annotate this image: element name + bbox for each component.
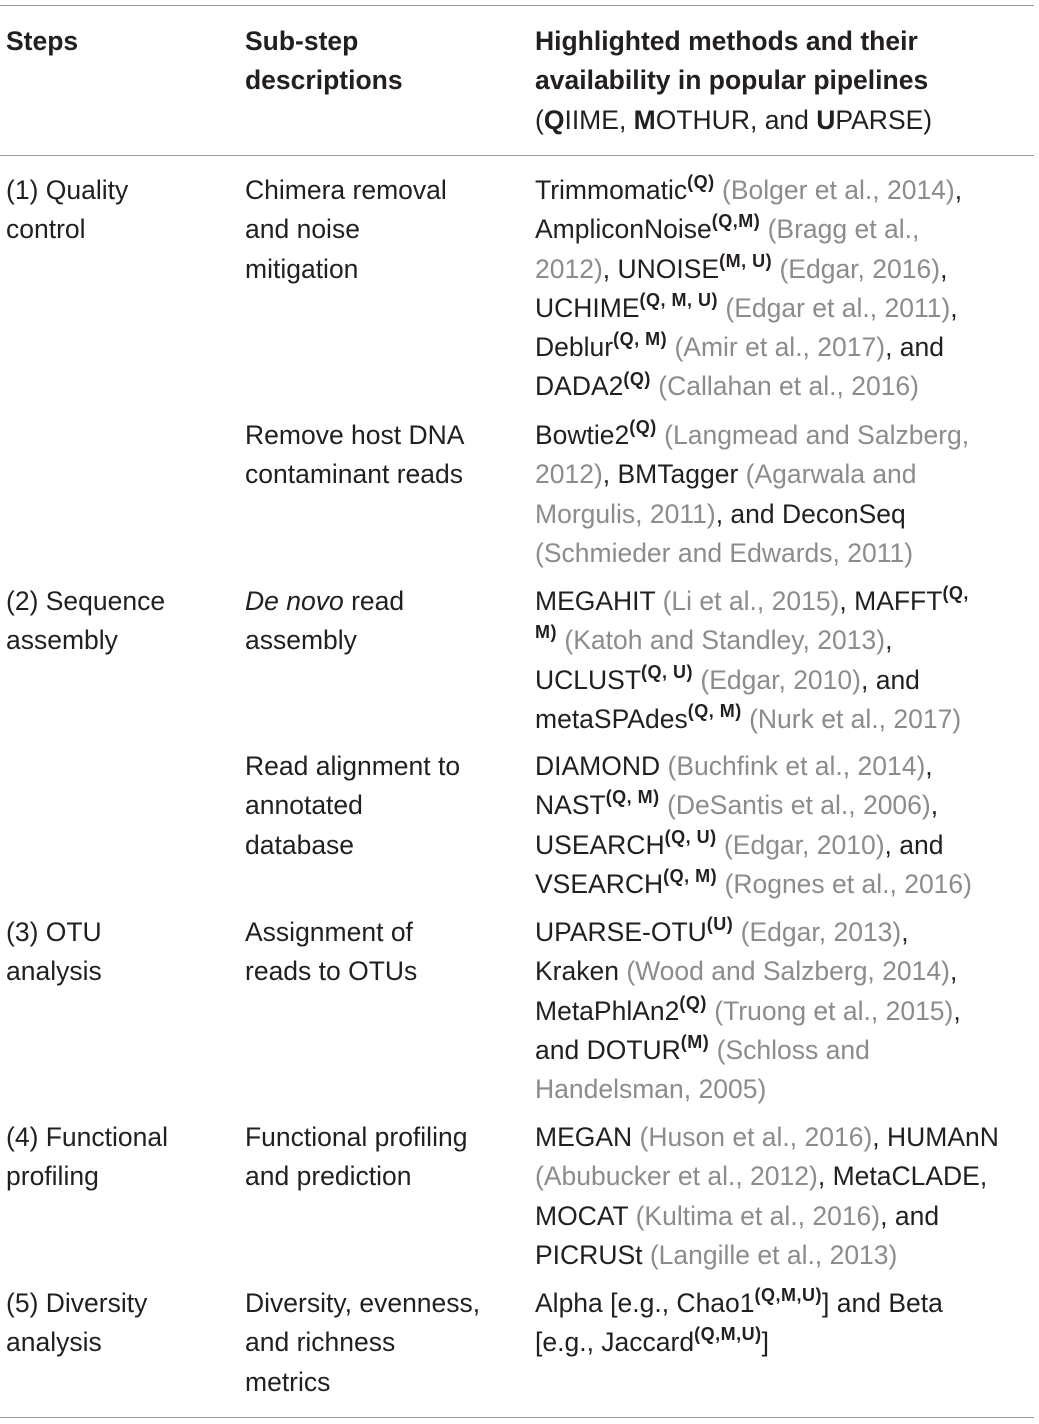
text-fragment: 2012) [535,459,603,490]
text-fragment: (Edgar, 2013) [740,917,902,947]
text-fragment: , [901,917,909,947]
text-fragment: (Amir et al., 2017) [674,332,886,363]
text-fragment: (4) Functional [6,1122,169,1152]
bottom-rule [0,1417,1034,1418]
text-fragment: analysis [6,956,102,987]
text-fragment: , [954,175,963,205]
text-fragment: (Edgar, 2010) [700,664,861,695]
text-fragment: UCLUST [535,664,642,695]
text-fragment: (Q, M) [663,866,718,887]
text-fragment: (Schloss and [716,1034,870,1065]
text-fragment: OTHUR [655,104,750,135]
text-fragment: (DeSantis et al., 2006) [667,790,931,821]
text-fragment: (Q,M,U) [694,1324,762,1345]
text-fragment: U [816,104,836,135]
text-fragment: (Li et al., 2015) [662,586,840,616]
text-fragment: , and DeconSeq [715,498,906,529]
text-fragment: (U) [706,914,734,935]
text-fragment: (Bragg et al., [767,214,920,245]
header-rule [0,155,1034,156]
text-fragment: Read alignment to [245,751,461,781]
row-7-substep [245,1284,480,1402]
text-fragment: (Agarwala and [745,459,917,490]
text-fragment: Steps [6,26,79,56]
text-fragment: , [925,751,933,781]
text-fragment: (Schmieder and Edwards, 2011) [535,537,914,568]
text-fragment: MOCAT [535,1200,636,1231]
text-fragment: (M, U) [719,250,773,271]
text-fragment: [e.g., Jaccard [535,1327,695,1358]
text-fragment: (Q, U) [664,826,717,847]
text-fragment: MEGAN [535,1122,640,1152]
row-5-step [6,913,102,992]
text-fragment: PICRUSt [535,1239,650,1270]
text-fragment: , HUMAnN [872,1122,999,1152]
text-fragment: IIME [564,104,619,135]
text-fragment: assembly [6,625,118,656]
text-fragment: DADA2 [535,371,624,402]
text-fragment: (M) [680,1032,710,1053]
text-fragment: , BMTagger [602,459,746,490]
text-fragment: ( [535,104,544,135]
text-fragment: M [633,104,656,135]
text-fragment: (1) Quality [6,175,129,205]
header-steps [6,22,78,61]
text-fragment: , UNOISE [602,253,720,284]
text-fragment: Chimera removal [245,175,447,205]
text-fragment: 2012) [535,253,603,284]
text-fragment: (Bolger et al., 2014) [722,175,955,205]
text-fragment: , and [885,332,945,363]
row-3-step [6,582,165,661]
text-fragment: read [343,586,405,616]
text-fragment: UPARSE-OTU [535,917,707,947]
text-fragment: Morgulis, 2011) [535,498,716,529]
text-fragment: (Q, U) [641,661,694,682]
row-2-substep [245,416,464,495]
text-fragment: (Q) [679,992,707,1013]
text-fragment: , [950,292,958,323]
text-fragment: M) [535,622,557,643]
row-1-substep [245,171,447,289]
top-rule [0,5,1034,6]
text-fragment: (Callahan et al., 2016) [658,371,919,402]
text-fragment: (Q) [623,368,651,389]
text-fragment: Highlighted methods and their [535,26,918,56]
text-fragment: , MetaCLADE, [817,1161,988,1192]
text-fragment: (Q) [687,172,715,193]
text-fragment: assembly [245,625,357,656]
text-fragment: and prediction [245,1161,412,1192]
text-fragment: , and [860,664,920,695]
text-fragment: PARSE [835,104,924,135]
text-fragment: (Q, M) [687,701,742,722]
text-fragment: (Q,M) [711,211,761,232]
text-fragment: (Q, M, U) [639,290,719,311]
text-fragment: , [885,625,893,656]
header-substep [245,22,403,101]
text-fragment: (Edgar, 2016) [779,253,941,284]
text-fragment: , [930,790,939,821]
text-fragment: Deblur [535,332,614,363]
text-fragment: metaSPAdes [535,703,688,734]
text-fragment: reads to OTUs [245,956,418,987]
row-7-methods [535,1284,943,1363]
text-fragment: , [940,253,948,284]
text-fragment: UCHIME [535,292,640,323]
text-fragment: (Langille et al., 2013) [649,1239,898,1270]
text-fragment: Alpha [e.g., Chao1 [535,1288,755,1318]
row-7-step [6,1284,147,1363]
text-fragment: Diversity, evenness, [245,1288,481,1318]
text-fragment: Handelsman, 2005) [535,1074,767,1105]
text-fragment: (Q, [942,583,969,604]
row-5-methods [535,913,961,1109]
text-fragment: AmpliconNoise [535,214,712,245]
text-fragment: (Rognes et al., 2016) [724,868,972,899]
text-fragment: Trimmomatic [535,175,688,205]
text-fragment: mitigation [245,253,359,284]
text-fragment: Sub-step [245,26,359,56]
row-6-methods [535,1118,999,1275]
text-fragment: (Abubucker et al., 2012) [535,1161,818,1192]
text-fragment: NAST [535,790,606,821]
text-fragment: (Q) [629,417,657,438]
text-fragment: (3) OTU [6,917,102,947]
text-fragment: (Edgar et al., 2011) [725,292,951,323]
text-fragment: , MAFFT [839,586,943,616]
text-fragment: (Huson et al., 2016) [639,1122,873,1152]
text-fragment: , and [884,829,944,860]
text-fragment: Bowtie2 [535,420,630,450]
text-fragment: Assignment of [245,917,413,947]
text-fragment: and noise [245,214,360,245]
text-fragment: (Q, M) [613,329,668,350]
row-4-substep [245,747,460,865]
text-fragment: (Buchfink et al., 2014) [667,751,926,781]
text-fragment: (Wood and Salzberg, 2014) [626,956,950,987]
text-fragment: analysis [6,1327,102,1358]
text-fragment: descriptions [245,65,403,96]
text-fragment: (Q,M,U) [754,1285,823,1306]
text-fragment: VSEARCH [535,868,664,899]
text-fragment: (Nurk et al., 2017) [749,703,962,734]
text-fragment: metrics [245,1366,331,1397]
text-fragment: (Edgar, 2010) [723,829,885,860]
text-fragment: (2) Sequence [6,586,166,616]
text-fragment: (Katoh and Standley, 2013) [564,625,886,656]
text-fragment: database [245,829,355,860]
text-fragment: De novo [245,586,344,616]
row-3-methods [535,582,969,739]
text-fragment: Functional profiling [245,1122,468,1152]
row-1-step [6,171,128,250]
text-fragment: ] and Beta [822,1288,943,1318]
text-fragment: (Langmead and Salzberg, [664,420,970,450]
text-fragment: ] [761,1327,769,1358]
text-fragment: (Q, M) [605,787,660,808]
text-fragment: USEARCH [535,829,665,860]
header-pipelines [535,101,932,140]
text-fragment: MetaPhlAn2 [535,995,680,1026]
text-fragment: (5) Diversity [6,1288,148,1318]
row-1-methods [535,171,962,407]
text-fragment: , and [880,1200,940,1231]
text-fragment: contaminant reads [245,459,464,490]
text-fragment: , [618,104,634,135]
row-5-substep [245,913,417,992]
text-fragment: Remove host DNA [245,420,465,450]
text-fragment: and DOTUR [535,1034,681,1065]
text-fragment: Kraken [535,956,627,987]
row-2-methods [535,416,969,573]
text-fragment: (Truong et al., 2015) [714,995,954,1026]
text-fragment: ) [923,104,933,135]
text-fragment: annotated [245,790,363,821]
row-6-step [6,1118,168,1197]
header-methods [535,22,932,140]
text-fragment: (Kultima et al., 2016) [635,1200,881,1231]
text-fragment: availability in popular pipelines [535,65,929,96]
row-4-methods [535,747,972,904]
text-fragment: control [6,214,86,245]
text-fragment: DIAMOND [535,751,668,781]
text-fragment: profiling [6,1161,99,1192]
text-fragment: and richness [245,1327,396,1358]
text-fragment: Q [543,104,565,135]
row-3-substep [245,582,404,661]
text-fragment: MEGAHIT [535,586,663,616]
text-fragment: , [953,995,961,1026]
row-6-substep [245,1118,467,1197]
text-fragment: , and [749,104,817,135]
text-fragment: , [949,956,958,987]
